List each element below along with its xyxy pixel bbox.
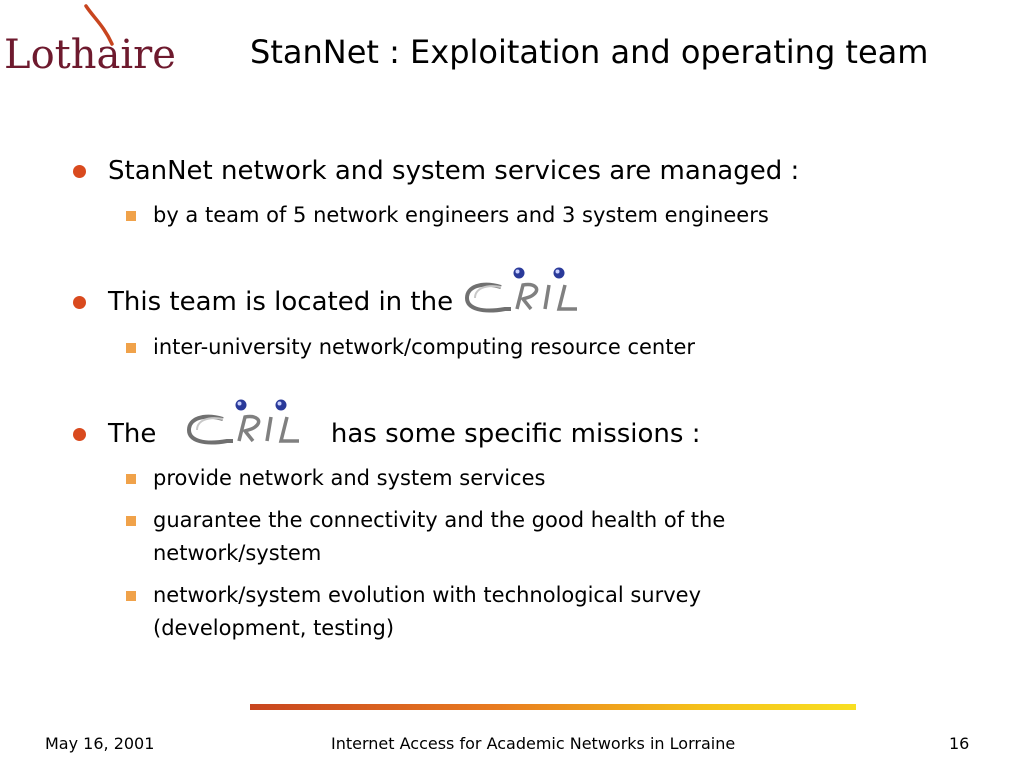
logo-text: Lothaire xyxy=(4,32,176,78)
sub-bullet-connectivity: guarantee the connectivity and the good health of the network/system xyxy=(153,504,853,570)
footer-title: Internet Access for Academic Networks in Lorraine xyxy=(331,734,736,753)
sub-bullet-provide-services: provide network and system services xyxy=(153,462,873,495)
sub-bullet-team-size: by a team of 5 network engineers and 3 system engineers xyxy=(153,199,873,232)
footer-page-number: 16 xyxy=(949,734,970,753)
footer-date: May 16, 2001 xyxy=(45,734,155,753)
bullet-team-location-text: This team is located in the xyxy=(108,287,454,317)
bullet-missions xyxy=(108,416,700,453)
cril-logo xyxy=(183,397,305,453)
footer-gradient-bar xyxy=(250,704,856,710)
sub-bullet-resource-center: inter-university network/computing resource center xyxy=(153,331,873,364)
bullet-services-managed: StanNet network and system services are managed : xyxy=(108,153,799,189)
bullet-missions-suffix: has some specific missions : xyxy=(330,419,701,449)
bullet-missions-prefix: The xyxy=(108,419,157,449)
sub-bullet-evolution: network/system evolution with technological survey (development, testing) xyxy=(153,579,833,645)
cril-logo xyxy=(461,265,583,321)
bullet-team-location xyxy=(108,284,583,321)
slide-title: StanNet : Exploitation and operating team xyxy=(250,33,929,71)
